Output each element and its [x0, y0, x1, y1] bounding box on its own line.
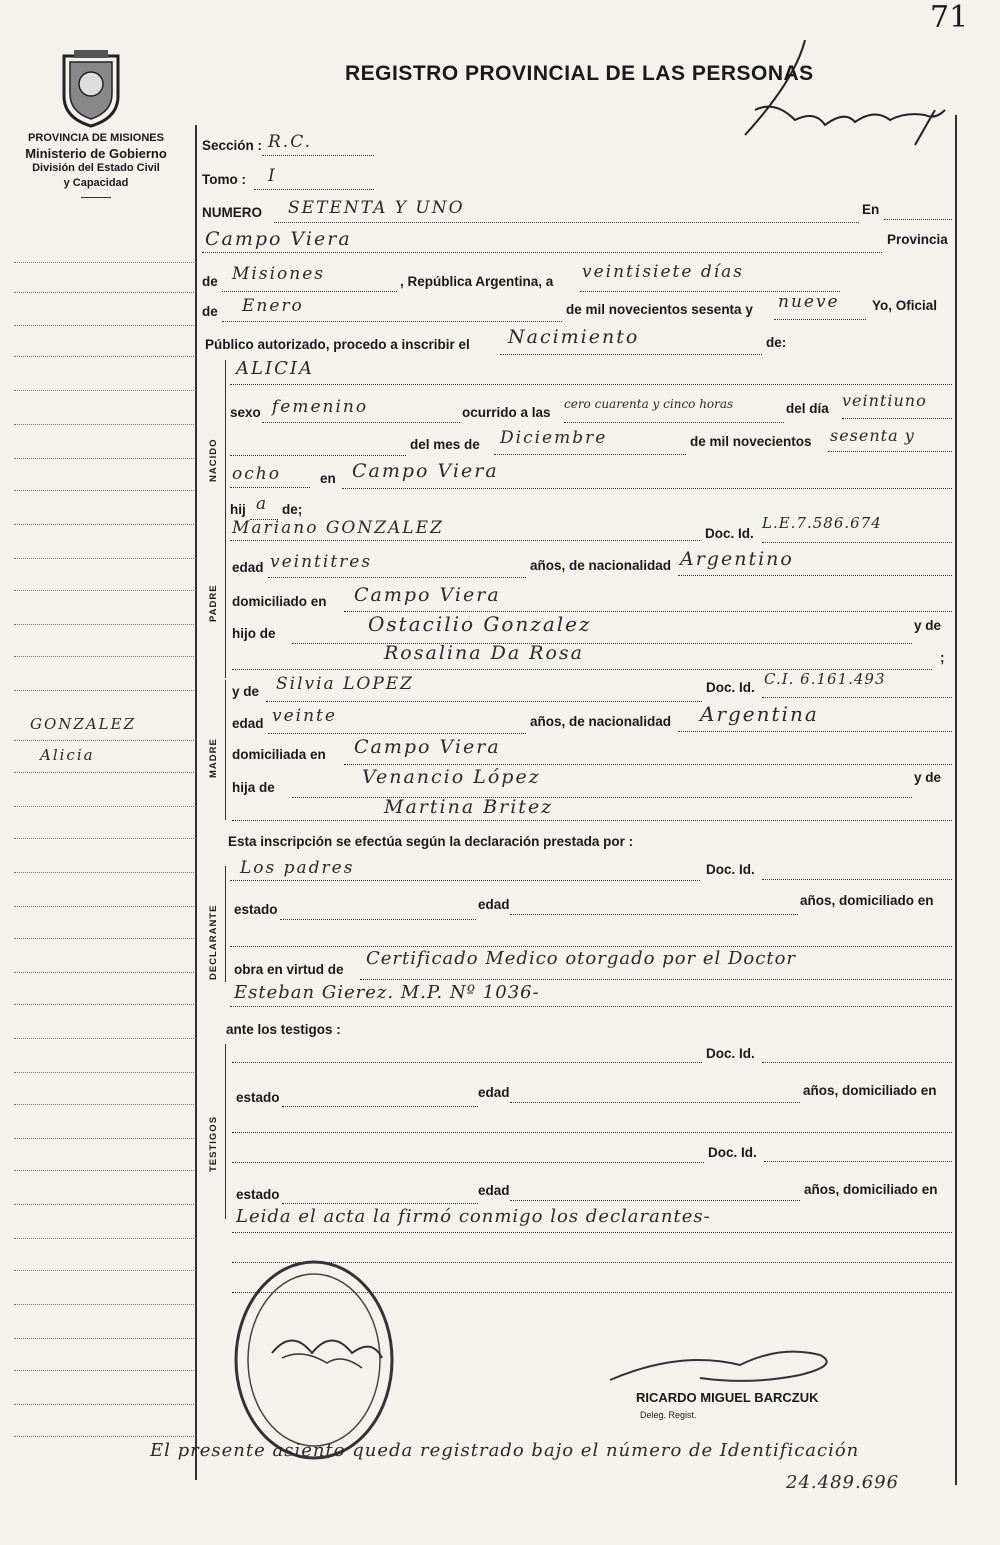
- padre-value: Mariano GONZALEZ: [232, 518, 444, 538]
- de-colon-label: de:: [766, 335, 787, 350]
- testigo2-anos-label: años, domiciliado en: [804, 1182, 938, 1197]
- padre-nac-value: Argentino: [680, 548, 794, 570]
- official-name: RICARDO MIGUEL BARCZUK: [636, 1390, 819, 1405]
- dia-nac-value: veintiuno: [842, 391, 927, 410]
- seccion-value: R.C.: [268, 132, 313, 152]
- official-signature: [600, 1340, 860, 1395]
- provincia-label: Provincia: [887, 232, 948, 247]
- testigo1-estado-label: estado: [236, 1090, 280, 1105]
- lugar-nac-value: Campo Viera: [352, 460, 499, 482]
- testigo1-doc-label: Doc. Id.: [706, 1046, 755, 1061]
- ministry-line-3: División del Estado Civil: [32, 162, 160, 174]
- testigo1-edad-label: edad: [478, 1085, 510, 1100]
- nacido-side-label: NACIDO: [208, 438, 219, 482]
- publico-label: Público autorizado, procedo a inscribir el: [205, 337, 470, 352]
- del-dia-label: del día: [786, 401, 829, 416]
- yo-oficial-label: Yo, Oficial: [872, 298, 938, 313]
- margin-surname: GONZALEZ: [30, 715, 136, 733]
- ante-testigos-label: ante los testigos :: [226, 1022, 341, 1037]
- madre-edad-value: veinte: [272, 706, 337, 726]
- de-mil-label: de mil novecientos sesenta y: [566, 302, 753, 317]
- madre-dom-label: domiciliada en: [232, 747, 326, 762]
- testigo2-edad-label: edad: [478, 1183, 510, 1198]
- madre-doc-label: Doc. Id.: [706, 680, 755, 695]
- official-title: Deleg. Regist.: [640, 1410, 697, 1420]
- padre-doc-value: L.E.7.586.674: [762, 514, 882, 532]
- semicolon-mark: ;: [940, 650, 945, 665]
- ministry-line-1: PROVINCIA DE MISIONES: [28, 132, 164, 144]
- sexo-label: sexo: [230, 405, 261, 420]
- madre-value: Silvia LOPEZ: [276, 674, 414, 694]
- madre-edad-label: edad: [232, 716, 264, 731]
- de-mil-nac-label: de mil novecientos: [690, 434, 812, 449]
- testigo2-doc-label: Doc. Id.: [708, 1145, 757, 1160]
- mes-nac-value: Diciembre: [500, 428, 608, 448]
- testigo2-estado-label: estado: [236, 1187, 280, 1202]
- declarante-side-label: DECLARANTE: [208, 904, 219, 980]
- en-nac-label: en: [320, 471, 336, 486]
- document-title: REGISTRO PROVINCIAL DE LAS PERSONAS: [345, 62, 814, 85]
- footer-note: El presente asiento queda registrado bajo el número de Identificación: [150, 1440, 860, 1461]
- acto-value: Nacimiento: [508, 326, 640, 348]
- declarante-estado-label: estado: [234, 902, 278, 917]
- margin-given-name: Alicia: [40, 746, 95, 764]
- seccion-label: Sección :: [202, 138, 263, 153]
- madre-dom-value: Campo Viera: [354, 736, 501, 758]
- ocurrido-label: ocurrido a las: [462, 405, 551, 420]
- cierre-value: Leida el acta la firmó conmigo los declarantes-: [236, 1206, 711, 1227]
- page-number: 71: [930, 0, 969, 35]
- obra-label: obra en virtud de: [234, 962, 344, 977]
- declarante-value: Los padres: [240, 858, 355, 878]
- y-de-madre-label: y de: [232, 684, 260, 699]
- hij-label: hij: [230, 502, 246, 517]
- republica-label: , República Argentina, a: [400, 274, 554, 289]
- tomo-label: Tomo :: [202, 172, 246, 187]
- de-semi-label: de;: [282, 502, 303, 517]
- padre-anos-label: años, de nacionalidad: [530, 558, 672, 573]
- lugar-value: Campo Viera: [205, 228, 352, 250]
- padre-dom-value: Campo Viera: [354, 584, 501, 606]
- hij-suffix-value: a: [256, 494, 269, 514]
- tomo-value: I: [268, 166, 277, 186]
- esta-inscripcion-label: Esta inscripción se efectúa según la declaración prestada por :: [228, 834, 634, 849]
- hora-value: cero cuarenta y cinco horas: [564, 397, 734, 411]
- footer-number: 24.489.696: [786, 1472, 900, 1493]
- anio-nac-2-value: ocho: [232, 464, 281, 484]
- del-mes-label: del mes de: [410, 437, 480, 452]
- declarante-anos-label: años, domiciliado en: [800, 893, 934, 908]
- padre-dom-label: domiciliado en: [232, 594, 327, 609]
- abuelo-p-value: Ostacilio Gonzalez: [368, 612, 592, 636]
- en-label: En: [862, 202, 880, 217]
- padre-side-label: PADRE: [208, 584, 219, 622]
- numero-value: SETENTA Y UNO: [288, 198, 465, 218]
- anio-nac-1-value: sesenta y: [830, 426, 915, 445]
- ministry-line-4: y Capacidad: [63, 177, 129, 189]
- de-label: de: [202, 274, 218, 289]
- ministry-line-2: Ministerio de Gobierno: [25, 146, 167, 161]
- obra-1-value: Certificado Medico otorgado por el Doctor: [366, 948, 797, 969]
- ministry-block: [6, 131, 186, 198]
- sexo-value: femenino: [272, 397, 369, 417]
- testigo1-anos-label: años, domiciliado en: [803, 1083, 937, 1098]
- y-de-label: y de: [914, 618, 942, 633]
- madre-doc-value: C.I. 6.161.493: [764, 670, 886, 688]
- provincia-value: Misiones: [232, 264, 325, 284]
- madre-nac-value: Argentina: [700, 702, 819, 726]
- hijo-de-label: hijo de: [232, 626, 276, 641]
- dia-value: veintisiete días: [582, 262, 745, 282]
- padre-doc-label: Doc. Id.: [705, 526, 754, 541]
- declarante-edad-label: edad: [478, 897, 510, 912]
- mes-value: Enero: [242, 296, 304, 316]
- obra-2-value: Esteban Gierez. M.P. Nº 1036-: [234, 982, 540, 1003]
- madre-side-label: MADRE: [208, 738, 219, 778]
- hija-de-label: hija de: [232, 780, 275, 795]
- registrar-signature-top: [735, 40, 955, 155]
- official-seal-stamp: [232, 1258, 397, 1463]
- anio-value: nueve: [778, 292, 840, 312]
- abuelo-m-value: Venancio López: [362, 766, 541, 788]
- abuela-p-value: Rosalina Da Rosa: [384, 642, 585, 664]
- declarante-doc-label: Doc. Id.: [706, 862, 755, 877]
- de-label-2: de: [202, 304, 218, 319]
- y-de-m-label: y de: [914, 770, 942, 785]
- abuela-m-value: Martina Britez: [384, 796, 554, 818]
- madre-anos-label: años, de nacionalidad: [530, 714, 672, 729]
- provincial-crest-icon: [56, 46, 126, 128]
- padre-edad-value: veintitres: [270, 552, 373, 572]
- nombre-value: ALICIA: [236, 358, 314, 379]
- padre-edad-label: edad: [232, 560, 264, 575]
- numero-label: NUMERO: [202, 205, 262, 220]
- testigos-side-label: TESTIGOS: [208, 1115, 219, 1172]
